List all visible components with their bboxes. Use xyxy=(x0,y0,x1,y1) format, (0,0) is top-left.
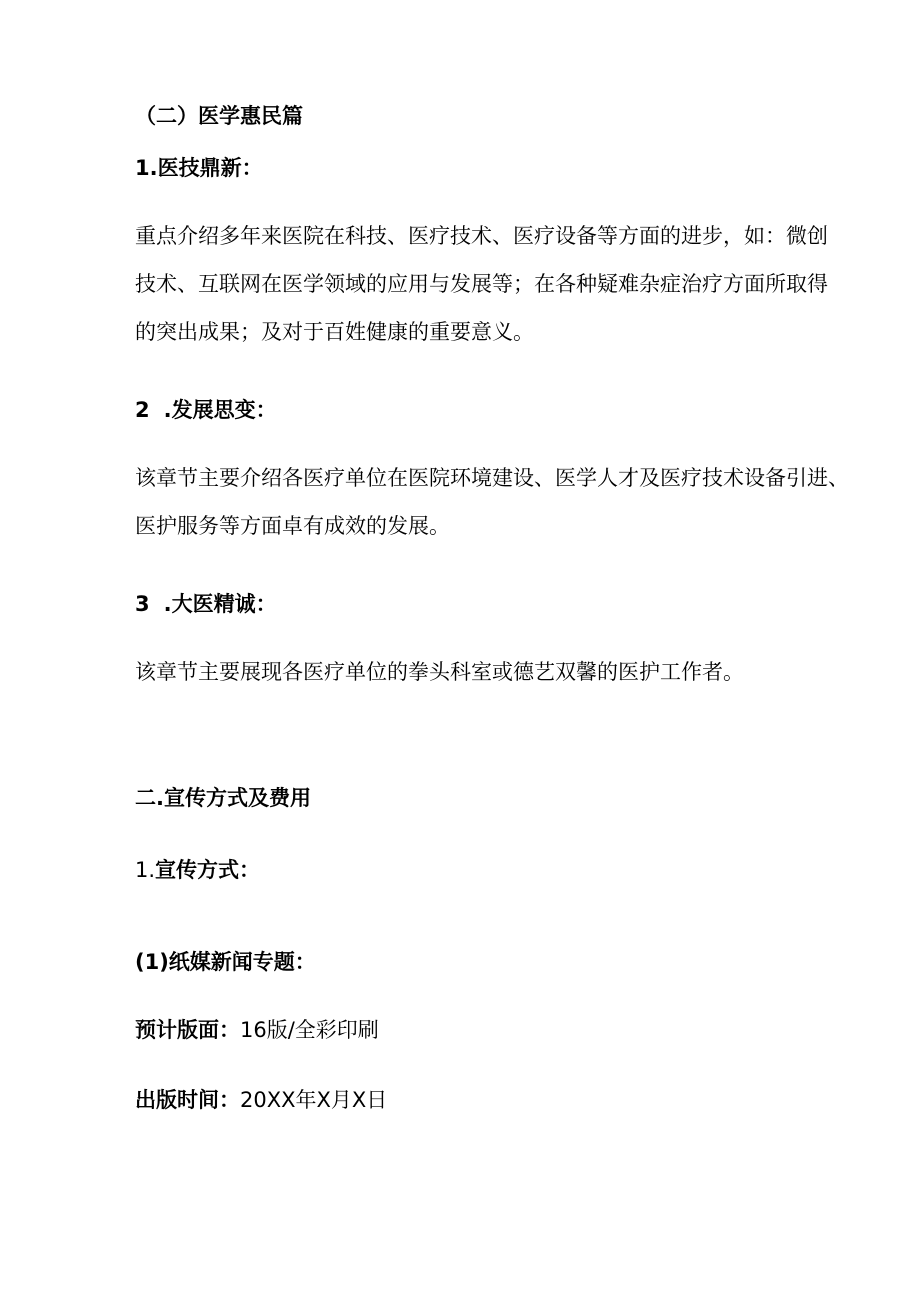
item-2-number: 2 xyxy=(135,398,150,422)
item-1-heading xyxy=(135,154,263,182)
item-2-heading xyxy=(135,396,277,424)
promo-subheading-title: 宣传方式： xyxy=(155,858,261,882)
promo-subheading xyxy=(135,856,260,884)
promo-subheading-number: 1. xyxy=(135,858,156,882)
item-2-body-line-2: 医护服务等方面卓有成效的发展。 xyxy=(135,514,450,538)
layout-value: 16版/全彩印刷 xyxy=(240,1018,379,1042)
item-1-body-line-3: 的突出成果；及对于百姓健康的重要意义。 xyxy=(135,320,534,344)
item-1-body-line-1: 重点介绍多年来医院在科技、医疗技术、医疗设备等方面的进步，如：微创 xyxy=(135,224,828,248)
item-3-title: .大医精诚： xyxy=(163,592,277,616)
item-3-body-line-1: 该章节主要展现各医疗单位的拳头科室或德艺双馨的医护工作者。 xyxy=(135,660,744,684)
date-value: 20XX年X月X日 xyxy=(240,1088,388,1112)
item-2-title: .发展思变： xyxy=(163,398,277,422)
item-1-body-line-2: 技术、互联网在医学领域的应用与发展等；在各种疑难杂症治疗方面所取得 xyxy=(135,272,828,296)
item-3-number: 3 xyxy=(135,592,150,616)
paper-media-heading: (1)纸媒新闻专题： xyxy=(135,950,316,974)
item-1-number: 1. xyxy=(135,156,158,180)
item-2-body-line-1: 该章节主要介绍各医疗单位在医院环境建设、医学人才及医疗技术设备引进、 xyxy=(135,466,849,490)
section-heading-promo: 二.宣传方式及费用 xyxy=(135,786,311,810)
layout-label: 预计版面： xyxy=(135,1018,240,1042)
date-line xyxy=(135,1086,387,1114)
date-label: 出版时间： xyxy=(135,1088,240,1112)
layout-line xyxy=(135,1016,379,1044)
section-heading-medical: （二）医学惠民篇 xyxy=(135,104,303,128)
item-3-heading xyxy=(135,590,277,618)
item-1-title: 医技鼎新： xyxy=(157,156,263,180)
